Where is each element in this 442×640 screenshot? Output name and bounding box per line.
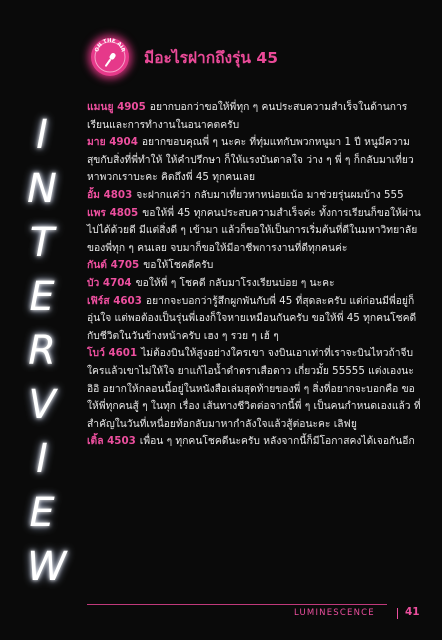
interview-vertical-heading (27, 108, 67, 594)
entry-text: ขอให้พี่ 45 ทุกคนประสบความสำเร็จค่ะ ทั้งการเรียนก็ขอให้ผ่านไปได้ด้วยดี มีแต่สิ่งดี ๆ เข้ามา แล้วก็ขอให้เป็นการเริ่มต้นที่ดีในมหาวิทยาลัยของพี่ทุก ๆ คนเลย จบมาก็ขอให้มีอาชีพการงานที่ดีทุกคนค่ะ (87, 206, 421, 254)
entry-author (87, 207, 138, 219)
author-name: บัว (87, 276, 100, 289)
author-code: 4705 (110, 259, 140, 272)
entry-author (87, 295, 142, 307)
interview-entry (87, 293, 423, 346)
author-code: 4601 (108, 347, 138, 360)
author-code: 4905 (117, 101, 146, 113)
heading-letter: V (28, 382, 56, 428)
author-name: แพร (87, 206, 106, 219)
footer-divider (87, 604, 387, 605)
entry-author (87, 101, 146, 113)
badge-text: ON THE AIR (94, 38, 126, 53)
interview-entry (87, 257, 423, 275)
heading-letter: I (36, 112, 48, 158)
interview-entry (87, 134, 423, 187)
interview-entries (87, 99, 423, 451)
page-number: 41 (405, 606, 420, 618)
author-name: แมนยู (87, 101, 114, 113)
author-name: มาย (87, 136, 106, 149)
entry-text: ขอให้พี่ ๆ โชคดี กลับมาโรงเรียนบ่อย ๆ นะคะ (135, 276, 335, 289)
interview-entry (87, 205, 423, 258)
heading-letter: E (29, 274, 55, 320)
author-code: 4803 (103, 188, 133, 201)
microphone-icon (91, 38, 129, 76)
footer-separator (397, 608, 398, 619)
entry-text: ขอให้โชคดีครับ (143, 259, 214, 272)
interview-entry (87, 345, 423, 433)
entry-text: อยากจะบอกว่ารู้สึกผูกพันกับพี่ 45 ที่สุดละครับ แต่ก่อนมีพี่อยู่ก็อุ่นใจ แต่พอต้องเป็นรุ่นพี่เองก็ใจหายเหมือนกันครับ ขอให้พี่ 45 ทุกคนโชคดีกับชีวิตในวันข้างหน้าครับ เฮง ๆ รวย ๆ เฮ้ ๆ (87, 294, 417, 342)
heading-letter: T (29, 220, 55, 266)
footer-brand: LUMINESCENCE (294, 608, 375, 618)
author-code: 4603 (113, 294, 142, 307)
heading-letter: N (27, 166, 57, 212)
entry-author (87, 347, 137, 359)
interview-entry (87, 275, 423, 293)
interview-entry (87, 433, 423, 451)
entry-text: อยากบอกว่าขอให้พี่ทุก ๆ คนประสบความสำเร็จในด้านการเรียนและการทำงานในอนาคตครับ (87, 101, 408, 131)
author-name: เฟิร์ส (87, 294, 110, 307)
author-name: เติ้ล (87, 435, 104, 448)
heading-letter: E (29, 490, 55, 536)
entry-text: ไม่ต้องบินให้สูงอย่างใครเขา จงบินเอาเท่าที่เราจะบินไหวถ้าจีบใครแล้วเขาไม่ให้ใจ ยาแก้ไอน้ำดำตราเสือดาว เกี่ยวมั้ย 55555 แต่งเองนะ อิอิ อยากให้กลอนนี้อยู่ในหนังสือเล่มสุดท้ายของพี่ ๆ สิ่งที่อยากจะบอกคือ ขอให้พี่ทุกคนสู้ ๆ ในทุก เรื่อง เส้นทางชีวิตต่อจากนี้พี่ ๆ เป็นคนกำหนดเองแล้ว ที่สำคัญในวันที่เหนื่อยท้อกลับมาหากำลังใจแล้วสู้ต่อนะคะ เลิฟยู (87, 347, 421, 430)
author-code: 4704 (102, 276, 132, 289)
entry-author (87, 136, 138, 148)
author-name: โบว์ (87, 347, 105, 360)
author-name: อั้ม (87, 188, 100, 201)
author-name: กันต์ (87, 259, 107, 272)
author-code: 4805 (109, 206, 139, 219)
interview-entry (87, 187, 423, 205)
heading-letter: R (28, 328, 56, 374)
heading-letter: W (27, 544, 67, 590)
entry-author (87, 435, 136, 447)
author-code: 4503 (107, 435, 136, 448)
entry-author (87, 277, 132, 289)
author-code: 4904 (109, 136, 138, 149)
entry-text: อยากขอบคุณพี่ ๆ นะคะ ที่ทุ่มแทกับพวกหนูมา 1 ปี หนูมีความสุขกับสิ่งที่พี่ทำให้ ให้คำปรึกษา ก็ให้แรงบันดาลใจ ว่าง ๆ พี่ ๆ ก็กลับมาเที่ยวหาพวกเราบะคะ คิดถึงพี่ 45 ทุกคนเลย (87, 136, 414, 184)
heading-letter: I (36, 436, 48, 482)
on-the-air-microphone-icon (91, 38, 129, 76)
entry-author (87, 189, 132, 201)
interview-entry (87, 99, 423, 134)
entry-text: จะฝากแค่ว่า กลับมาเที่ยวหาหน่อยเน้อ มาช่วยรุ่นผมบ้าง 555 (136, 188, 404, 201)
page-title: มีอะไรฝากถึงรุ่น 45 (144, 49, 278, 67)
entry-text: เพื่อน ๆ ทุกคนโชคดีนะครับ หลังจากนี้ก็มีโอกาสคงได้เจอกันอีก (139, 435, 415, 448)
entry-author (87, 259, 139, 271)
